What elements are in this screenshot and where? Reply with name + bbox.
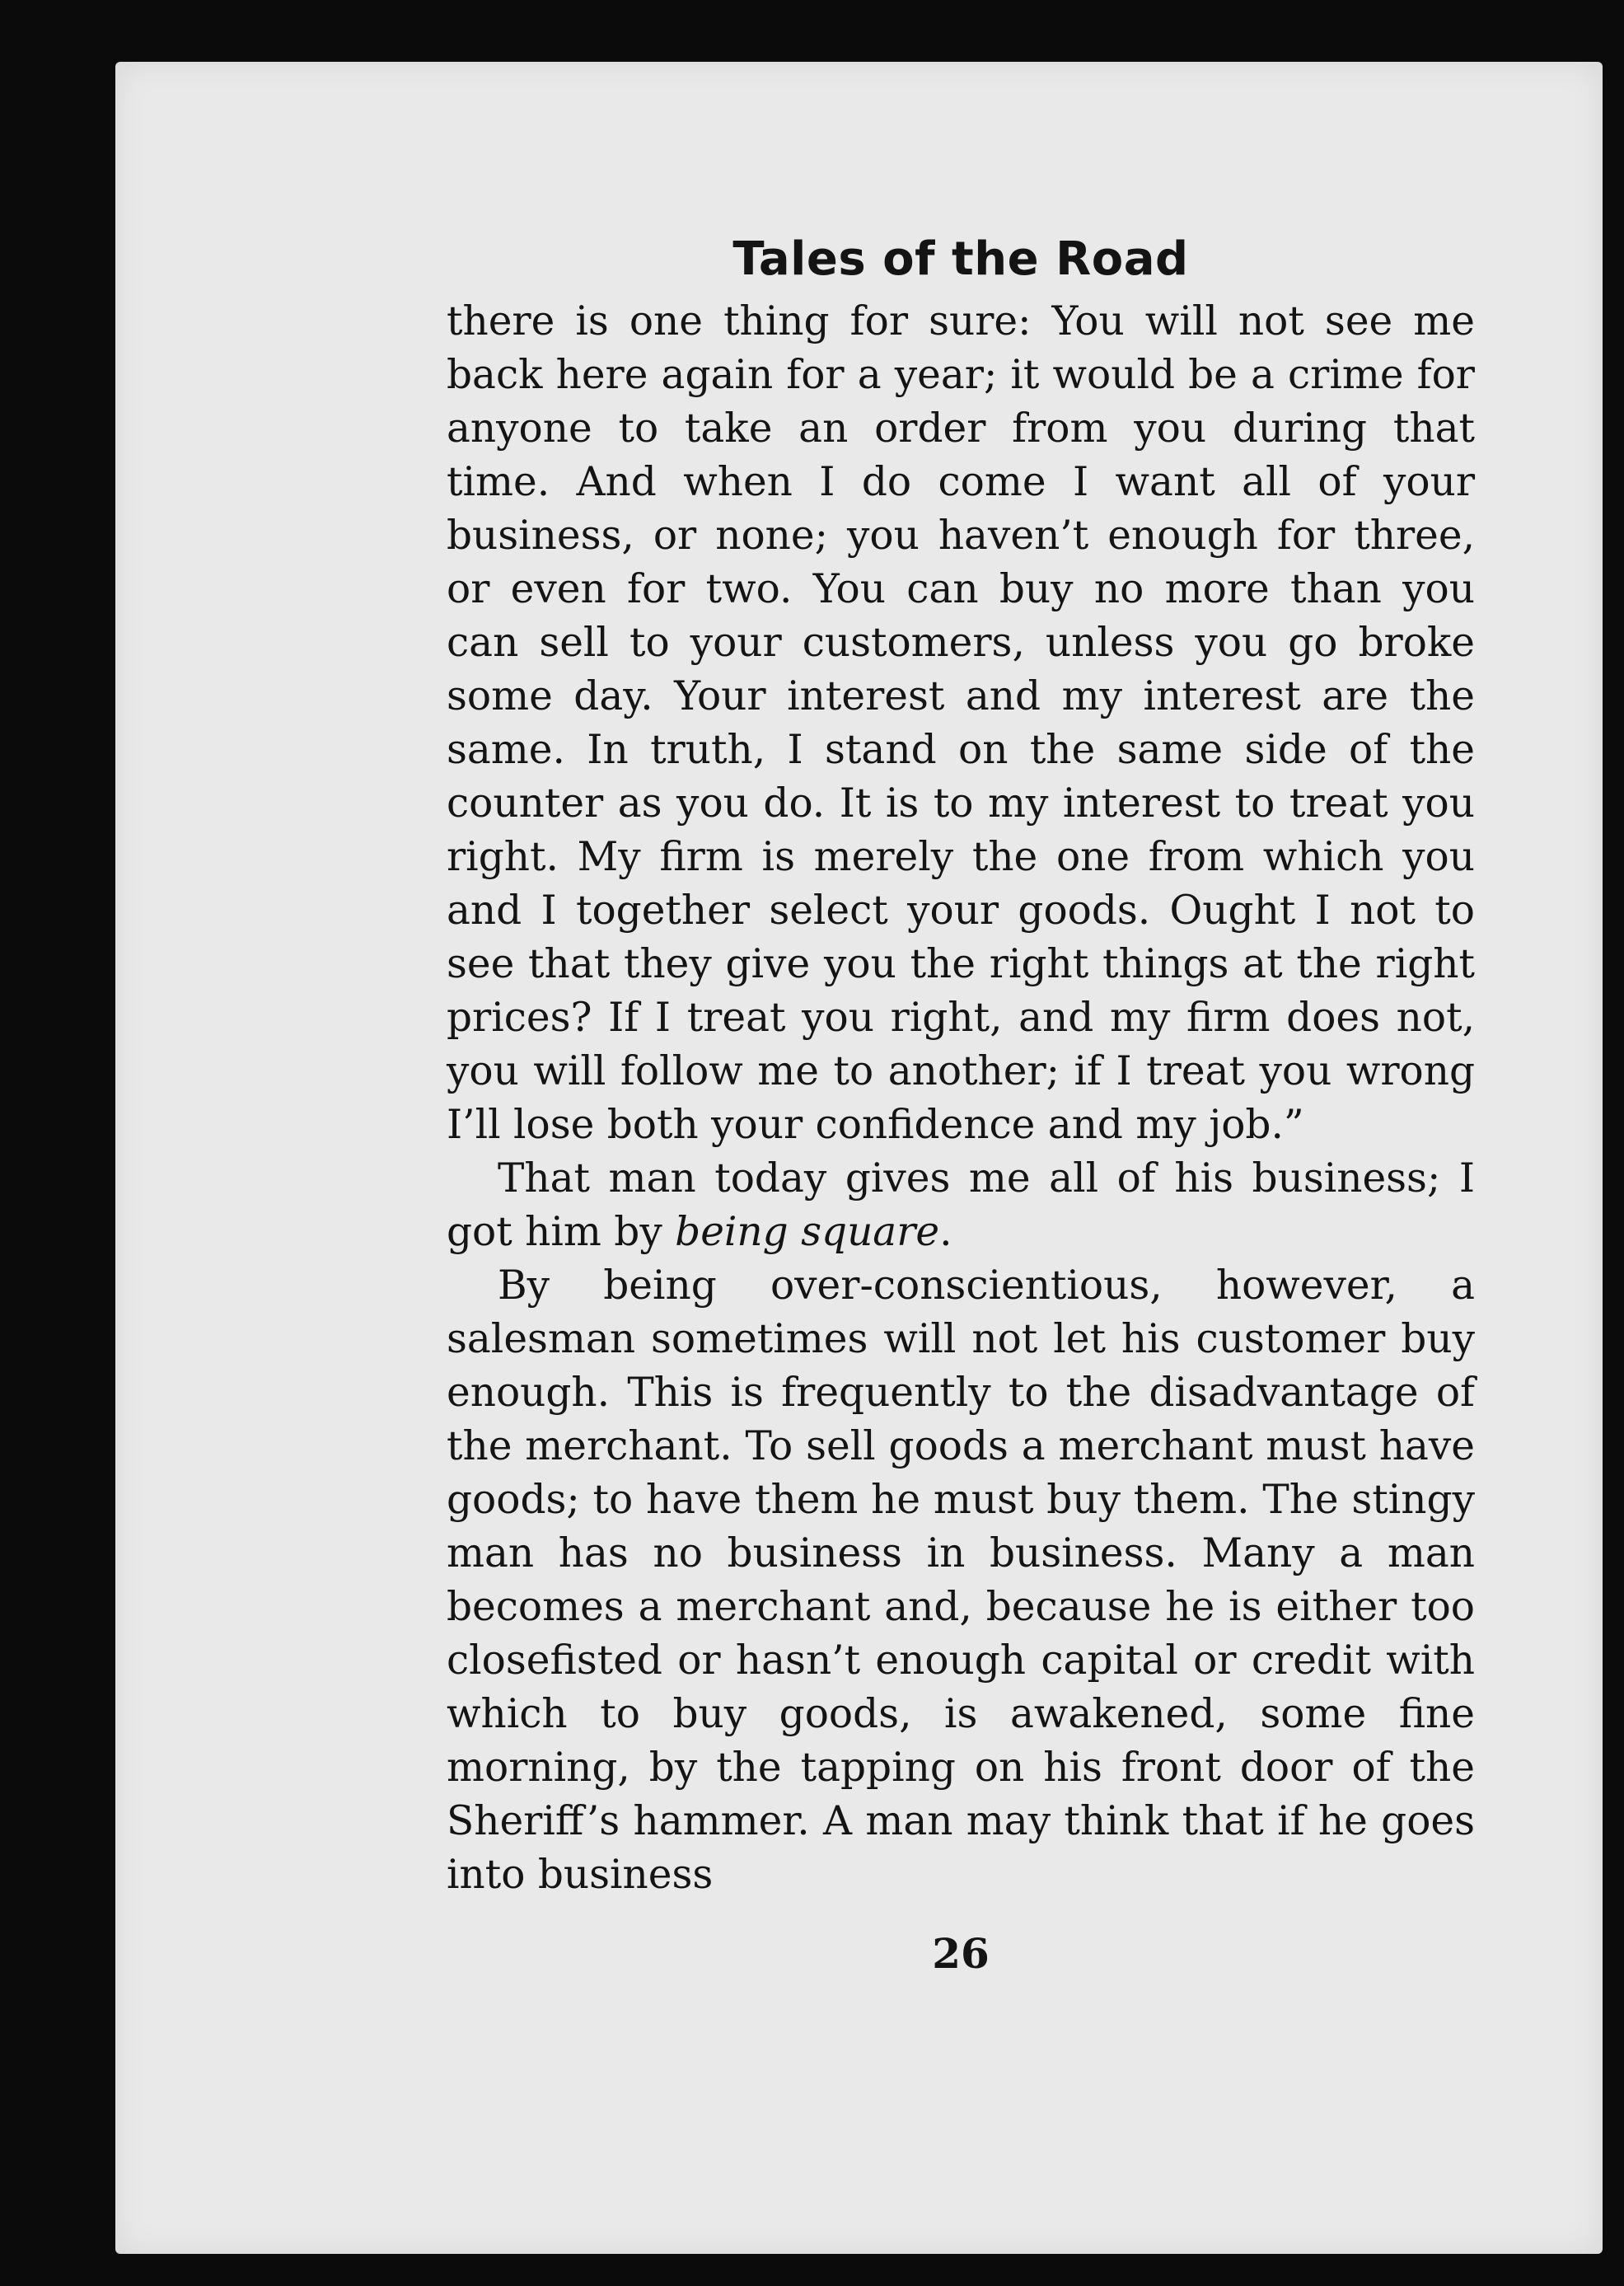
page-number: 26: [932, 1929, 990, 1978]
running-head: Tales of the Road: [732, 232, 1189, 286]
paragraph-3: By being over-conscientious, however, a salesman sometimes will not let his customer buy enough. This is frequently to the disadvantage of the merchant. To sell goods a merchant must have goods; to have them he must buy them. The stingy man has no business in business. Many a man becomes a merchant and, because he is either too closefisted or hasn’t enough capital or credit with which to buy goods, is awakened, some fine morning, by the tapping on his front door of the Sheriff’s hammer. A man may think that if he goes into business: [447, 1262, 1475, 1898]
book-page: [115, 62, 1603, 2254]
paragraph-2-emphasis: being square: [675, 1209, 940, 1255]
paragraph-2-text-before: That man today gives me all of his business; I got him by: [447, 1155, 1475, 1255]
paragraph-2: [447, 1152, 1475, 1259]
paragraph-2-text-after: .: [939, 1209, 952, 1255]
page-content: [447, 231, 1475, 1983]
body-text: [447, 295, 1475, 1902]
paragraph-1: there is one thing for sure: You will not see me back here again for a year; it would be a crime for anyone to take an order from you during that time. And when I do come I want all of your business, or none; you haven’t enough for three, or even for two. You can buy no more than you can sell to your customers, unless you go broke some day. Your interest and my interest are the same. In truth, I stand on the same side of the counter as you do. It is to my interest to treat you right. My firm is merely the one from which you and I together select your goods. Ought I not to see that they give you the right things at the right prices? If I treat you right, and my firm does not, you will follow me to another; if I treat you wrong I’ll lose both your confidence and my job.”: [447, 298, 1475, 1148]
